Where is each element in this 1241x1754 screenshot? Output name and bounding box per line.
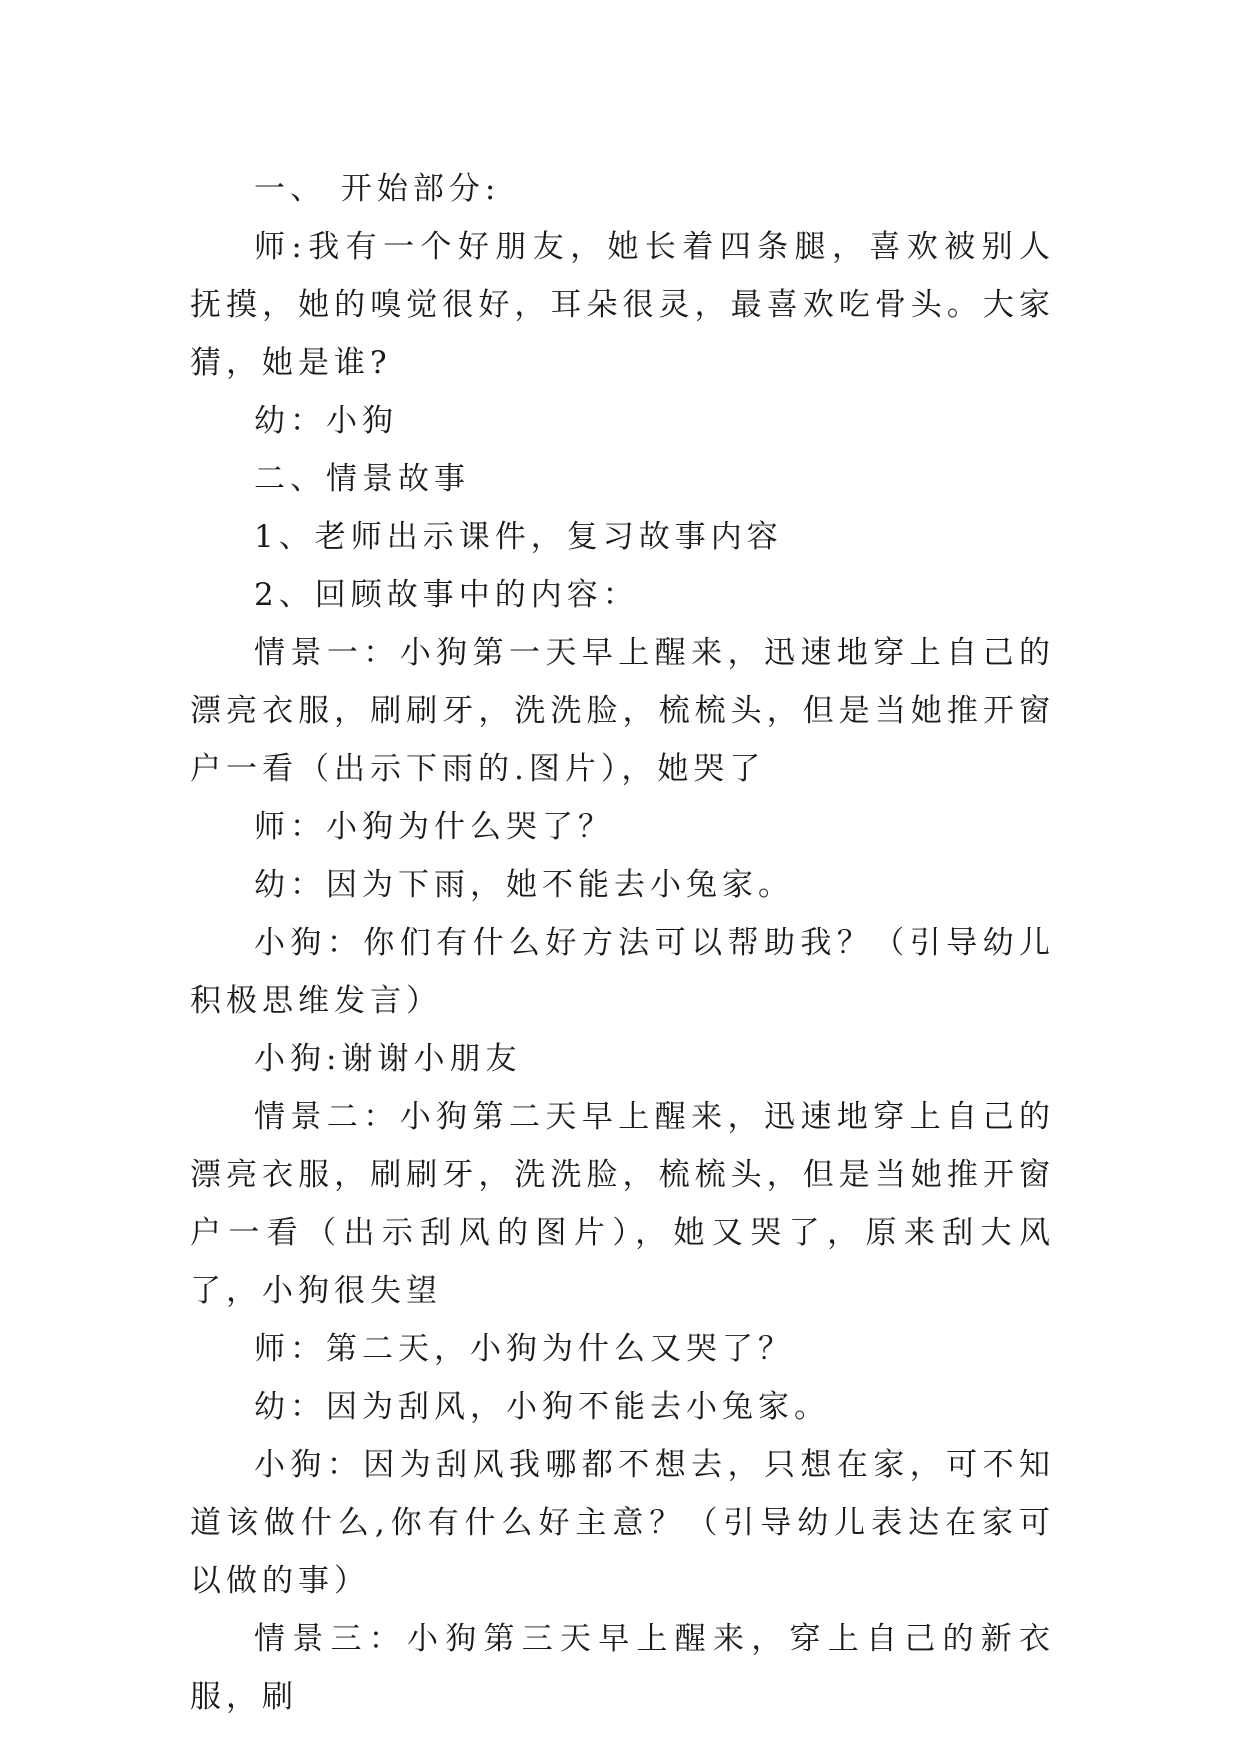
paragraph: 一、 开始部分: [254,171,501,207]
paragraph: 小狗：因为刮风我哪都不想去，只想在家，可不知道该做什么,你有什么好主意？（引导幼儿表达在家可以做的事） [190,1447,1055,1599]
paragraph: 情景三：小狗第三天早上醒来，穿上自己的新衣服，刷 [190,1621,1055,1715]
paragraph: 幼：因为下雨，她不能去小兔家。 [254,867,794,903]
paragraph: 师：第二天，小狗为什么又哭了？ [254,1331,794,1367]
paragraph: 幼：小狗 [254,403,398,439]
paragraph: 情景二：小狗第二天早上醒来，迅速地穿上自己的漂亮衣服，刷刷牙，洗洗脸，梳梳头，但是当她推开窗户一看（出示刮风的图片），她又哭了，原来刮大风了，小狗很失望 [190,1099,1055,1309]
paragraph: 师：小狗为什么哭了？ [254,809,614,845]
document-body [190,160,1055,1726]
paragraph: 1、老师出示课件，复习故事内容 [254,519,783,555]
paragraph: 小狗：你们有什么好方法可以帮助我？（引导幼儿积极思维发言） [190,925,1055,1019]
paragraph: 师:我有一个好朋友，她长着四条腿，喜欢被别人抚摸，她的嗅觉很好，耳朵很灵，最喜欢吃骨头。大家猜，她是谁? [190,229,1055,381]
paragraph: 小狗:谢谢小朋友 [254,1041,522,1077]
paragraph: 2、回顾故事中的内容： [254,577,639,613]
paragraph: 情景一：小狗第一天早上醒来，迅速地穿上自己的漂亮衣服，刷刷牙，洗洗脸，梳梳头，但是当她推开窗户一看（出示下雨的.图片），她哭了 [190,635,1055,787]
paragraph: 二、情景故事 [254,461,470,497]
paragraph: 幼：因为刮风，小狗不能去小兔家。 [254,1389,830,1425]
